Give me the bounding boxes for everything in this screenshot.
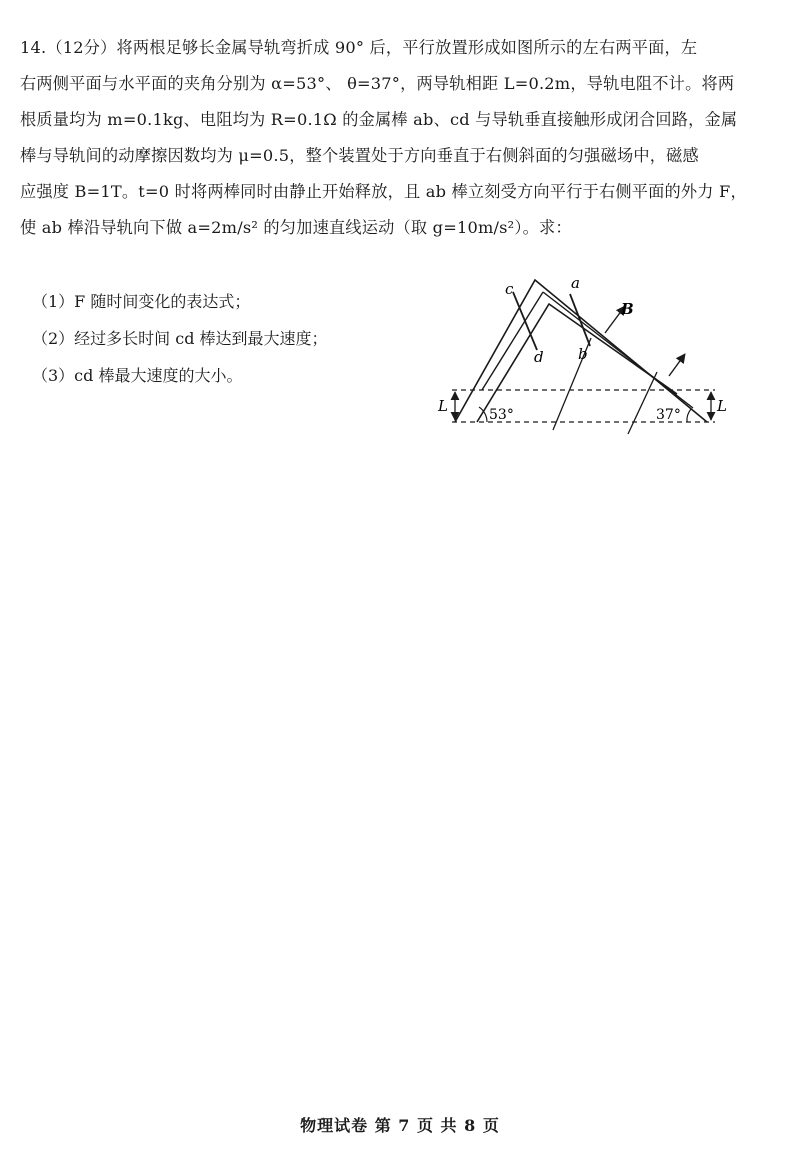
rail-inner: [477, 304, 677, 422]
label-b: b: [578, 345, 588, 363]
label-L-right: L: [717, 397, 727, 415]
angle-label-right: 37°: [656, 407, 681, 423]
problem-statement: [20, 30, 780, 246]
problem-line-2: 右两侧平面与水平面的夹角分别为 α=53°、 θ=37°，两导轨相距 L=0.2m，导轨电阻不计。将两: [20, 74, 735, 93]
angle-arc-right: [687, 409, 691, 422]
field-arrow-right: [669, 354, 685, 376]
label-a: a: [571, 274, 580, 292]
problem-line-4: 棒与导轨间的动摩擦因数均为 μ=0.5，整个装置处于方向垂直于右侧斜面的匀强磁场中，磁感: [20, 146, 699, 165]
label-d: d: [534, 348, 544, 366]
label-c: c: [505, 280, 514, 298]
question-2: （2）经过多长时间 cd 棒达到最大速度；: [32, 329, 328, 348]
field-line-2: [628, 372, 657, 434]
problem-line-3: 根质量均为 m=0.1kg、电阻均为 R=0.1Ω 的金属棒 ab、cd 与导轨垂直接触形成闭合回路，金属: [20, 110, 738, 129]
problem-line-6: 使 ab 棒沿导轨向下做 a=2m/s² 的匀加速直线运动（取 g=10m/s²）。求：: [20, 218, 572, 237]
question-1: （1）F 随时间变化的表达式；: [32, 292, 251, 311]
label-B: B: [621, 300, 634, 318]
page-footer: 物理试卷 第 7 页 共 8 页: [300, 1116, 500, 1135]
question-3: （3）cd 棒最大速度的大小。: [32, 366, 243, 385]
rod-cd: [513, 292, 537, 350]
problem-line-5: 应强度 B=1T。t=0 时将两棒同时由静止开始释放，且 ab 棒立刻受方向平行于右侧平面的外力 F，: [20, 182, 747, 201]
label-L-left: L: [438, 397, 448, 415]
sub-questions: [32, 283, 412, 394]
rail-diagram-svg: [425, 268, 755, 438]
angle-arc-left: [479, 407, 487, 422]
rail-diagram: [425, 268, 755, 438]
problem-line-1: 14.（12分）将两根足够长金属导轨弯折成 90° 后，平行放置形成如图所示的左右两平面，左: [20, 38, 698, 57]
angle-label-left: 53°: [489, 407, 514, 423]
